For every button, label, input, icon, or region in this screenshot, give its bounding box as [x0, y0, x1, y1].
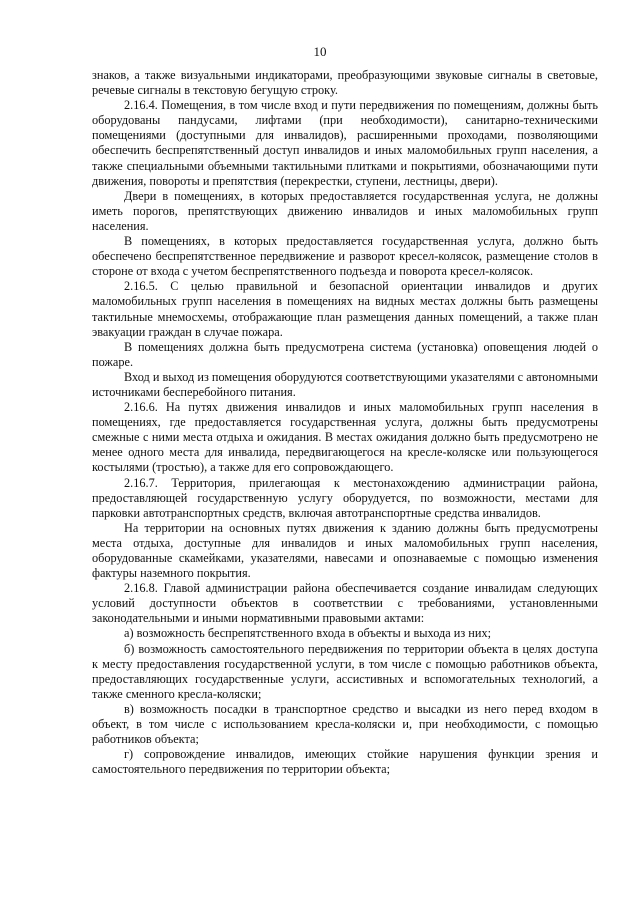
paragraph-2: 2.16.4. Помещения, в том числе вход и пути передвижения по помещениям, должны быть оборудованы пандусами, лифтами (при необходимости), санитарно-техническими помещениями (доступными для инвалидов), расширенными проходами, позволяющими обеспечить беспрепятственный доступ инвалидов и иных маломобильных групп населения, а также специальными объемными тактильными плитками и покрытиями, обозначающими пути движения, повороты и препятствия (перекрестки, ступени, лестницы, двери). — [92, 98, 598, 188]
paragraph-8: 2.16.6. На путях движения инвалидов и иных маломобильных групп населения в помещениях, где предоставляется государственная услуга, должны быть предусмотрены смежные с ними места отдыха и ожидания. В местах ожидания должно быть предусмотрено не менее одного места для инвалида, передвигающегося на кресле-коляске или пользующегося костылями (тростью), а также для его сопровождающего. — [92, 400, 598, 475]
paragraph-5: 2.16.5. С целью правильной и безопасной ориентации инвалидов и других маломобильных групп населения в помещениях на видных местах должны быть размещены тактильные мнемосхемы, отображающие план размещения данных помещений, а также план эвакуации граждан в случае пожара. — [92, 279, 598, 339]
document-body — [92, 68, 598, 777]
page-number: 10 — [313, 44, 327, 59]
paragraph-13: б) возможность самостоятельного передвижения по территории объекта в целях доступа к месту предоставления государственной услуги, в том числе с помощью работников объекта, предоставляющих государственные услуги, ассистивных и вспомогательных технологий, а также сменного кресла-коляски; — [92, 641, 598, 701]
paragraph-11: 2.16.8. Главой администрации района обеспечивается создание инвалидам следующих условий доступности объектов в соответствии с требованиями, установленными законодательными и иными нормативными правовыми актами: — [92, 581, 598, 626]
paragraph-10: На территории на основных путях движения к зданию должны быть предусмотрены места отдыха, доступные для инвалидов и иных маломобильных групп населения, оборудованные скамейками, указателями, навесами и опознаваемые с помощью изменения фактуры наземного покрытия. — [92, 520, 598, 581]
paragraph-14: в) возможность посадки в транспортное средство и высадки из него перед входом в объект, в том числе с использованием кресла-коляски и, при необходимости, с помощью работников объекта; — [92, 701, 598, 747]
paragraph-6: В помещениях должна быть предусмотрена система (установка) оповещения людей о пожаре. — [92, 339, 598, 369]
paragraph-12: а) возможность беспрепятственного входа в объекты и выхода из них; — [124, 626, 492, 641]
paragraph-9: 2.16.7. Территория, прилегающая к местонахождению администрации района, предоставляющей государственную услугу оборудуется, по возможности, местами для парковки автотранспортных средств, включая автотранспортные средства инвалидов. — [92, 475, 598, 520]
paragraph-3: Двери в помещениях, в которых предоставляется государственная услуга, не должны иметь порогов, препятствующих движению инвалидов и иных маломобильных групп населения. — [92, 188, 598, 233]
paragraph-1: знаков, а также визуальными индикаторами, преобразующими звуковые сигналы в световые, речевые сигналы в текстовую бегущую строку. — [92, 68, 598, 98]
paragraph-4: В помещениях, в которых предоставляется государственная услуга, должно быть обеспечено беспрепятственное передвижение и разворот кресел-колясок, размещение столов в стороне от входа с учетом беспрепятственного подъезда и поворота кресел-колясок. — [92, 234, 598, 279]
paragraph-15: г) сопровождение инвалидов, имеющих стойкие нарушения функции зрения и самостоятельного передвижения по территории объекта; — [92, 747, 598, 777]
paragraph-7: Вход и выход из помещения оборудуются соответствующими указателями с автономными источниками бесперебойного питания. — [92, 369, 598, 399]
